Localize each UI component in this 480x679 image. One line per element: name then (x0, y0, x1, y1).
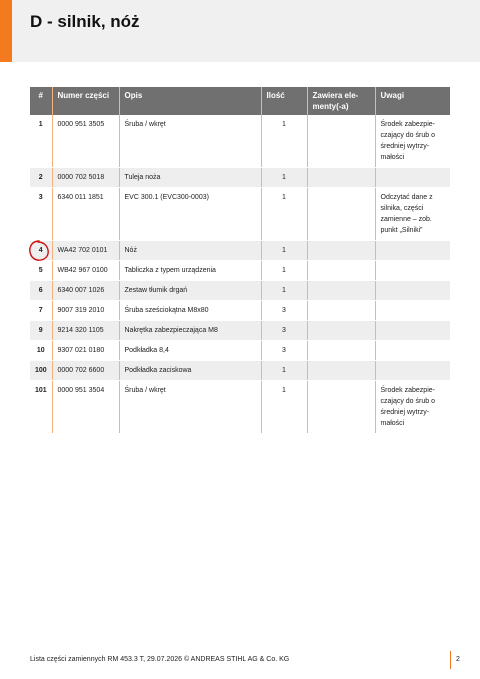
cell-quantity: 1 (261, 361, 307, 381)
cell-contains (307, 301, 375, 321)
header-quantity: Ilość (261, 87, 307, 115)
cell-contains (307, 381, 375, 434)
table-row (30, 261, 450, 281)
cell-notes: Środek zabezpie-czający do śrub o średniej wytrzy-małości (375, 115, 450, 168)
cell-quantity: 3 (261, 301, 307, 321)
cell-notes (375, 241, 450, 261)
header-num: # (30, 87, 52, 115)
cell-description: Nakrętka zabezpieczająca M8 (119, 321, 261, 341)
cell-contains (307, 281, 375, 301)
cell-quantity: 1 (261, 168, 307, 188)
table-row (30, 301, 450, 321)
cell-part-number: 0000 702 6600 (52, 361, 119, 381)
cell-quantity: 3 (261, 341, 307, 361)
cell-notes (375, 168, 450, 188)
cell-part-number: 0000 702 5018 (52, 168, 119, 188)
table-row (30, 188, 450, 241)
table-row (30, 281, 450, 301)
cell-num: 100 (30, 361, 52, 381)
cell-num: 10 (30, 341, 52, 361)
cell-num: 7 (30, 301, 52, 321)
cell-part-number: WA42 702 0101 (52, 241, 119, 261)
cell-description: Śruba sześciokątna M8x80 (119, 301, 261, 321)
cell-contains (307, 261, 375, 281)
cell-num: 3 (30, 188, 52, 241)
cell-description: Tuleja noża (119, 168, 261, 188)
cell-part-number: 6340 007 1026 (52, 281, 119, 301)
header-notes: Uwagi (375, 87, 450, 115)
cell-contains (307, 115, 375, 168)
cell-contains (307, 321, 375, 341)
header-part-number: Numer części (52, 87, 119, 115)
cell-part-number: 9307 021 0180 (52, 341, 119, 361)
cell-contains (307, 341, 375, 361)
cell-num: 101 (30, 381, 52, 434)
cell-description: Śruba / wkręt (119, 115, 261, 168)
cell-contains (307, 241, 375, 261)
table-row (30, 361, 450, 381)
cell-num: 4 (30, 241, 52, 261)
cell-contains (307, 168, 375, 188)
parts-table (30, 87, 450, 434)
cell-notes (375, 261, 450, 281)
cell-description: Zestaw tłumik drgań (119, 281, 261, 301)
accent-tab (0, 0, 12, 62)
cell-num: 6 (30, 281, 52, 301)
footer-text: Lista części zamiennych RM 453.3 T, 29.07.2026 © ANDREAS STIHL AG & Co. KG (30, 656, 290, 663)
cell-description: EVC 300.1 (EVC300-0003) (119, 188, 261, 241)
cell-description: Śruba / wkręt (119, 381, 261, 434)
cell-notes (375, 361, 450, 381)
cell-part-number: 0000 951 3504 (52, 381, 119, 434)
header-contains: Zawiera ele-menty(-a) (307, 87, 375, 115)
cell-notes: Odczytać dane z silnika, części zamienne – zob. punkt „Silniki” (375, 188, 450, 241)
table-row (30, 341, 450, 361)
table-row (30, 381, 450, 434)
cell-notes (375, 341, 450, 361)
cell-quantity: 1 (261, 188, 307, 241)
cell-num: 1 (30, 115, 52, 168)
cell-description: Nóż (119, 241, 261, 261)
table-row (30, 321, 450, 341)
cell-quantity: 1 (261, 241, 307, 261)
cell-description: Podkładka zaciskowa (119, 361, 261, 381)
cell-description: Tabliczka z typem urządzenia (119, 261, 261, 281)
cell-part-number: 9007 319 2010 (52, 301, 119, 321)
cell-quantity: 1 (261, 261, 307, 281)
cell-notes: Środek zabezpie-czający do śrub o średniej wytrzy-małości (375, 381, 450, 434)
page-divider (450, 651, 451, 669)
cell-quantity: 1 (261, 115, 307, 168)
cell-notes (375, 301, 450, 321)
cell-part-number: 9214 320 1105 (52, 321, 119, 341)
table-row (30, 241, 450, 261)
cell-part-number: WB42 967 0100 (52, 261, 119, 281)
header-description: Opis (119, 87, 261, 115)
page-number: 2 (456, 656, 460, 663)
cell-num: 9 (30, 321, 52, 341)
cell-part-number: 0000 951 3505 (52, 115, 119, 168)
page-title: D - silnik, nóż (30, 12, 140, 31)
cell-quantity: 1 (261, 281, 307, 301)
table-row (30, 168, 450, 188)
cell-description: Podkładka 8,4 (119, 341, 261, 361)
cell-contains (307, 188, 375, 241)
table-header-row (30, 87, 450, 115)
cell-num: 5 (30, 261, 52, 281)
cell-contains (307, 361, 375, 381)
cell-notes (375, 321, 450, 341)
cell-quantity: 3 (261, 321, 307, 341)
cell-num: 2 (30, 168, 52, 188)
cell-quantity: 1 (261, 381, 307, 434)
table-row (30, 115, 450, 168)
cell-part-number: 6340 011 1851 (52, 188, 119, 241)
cell-notes (375, 281, 450, 301)
